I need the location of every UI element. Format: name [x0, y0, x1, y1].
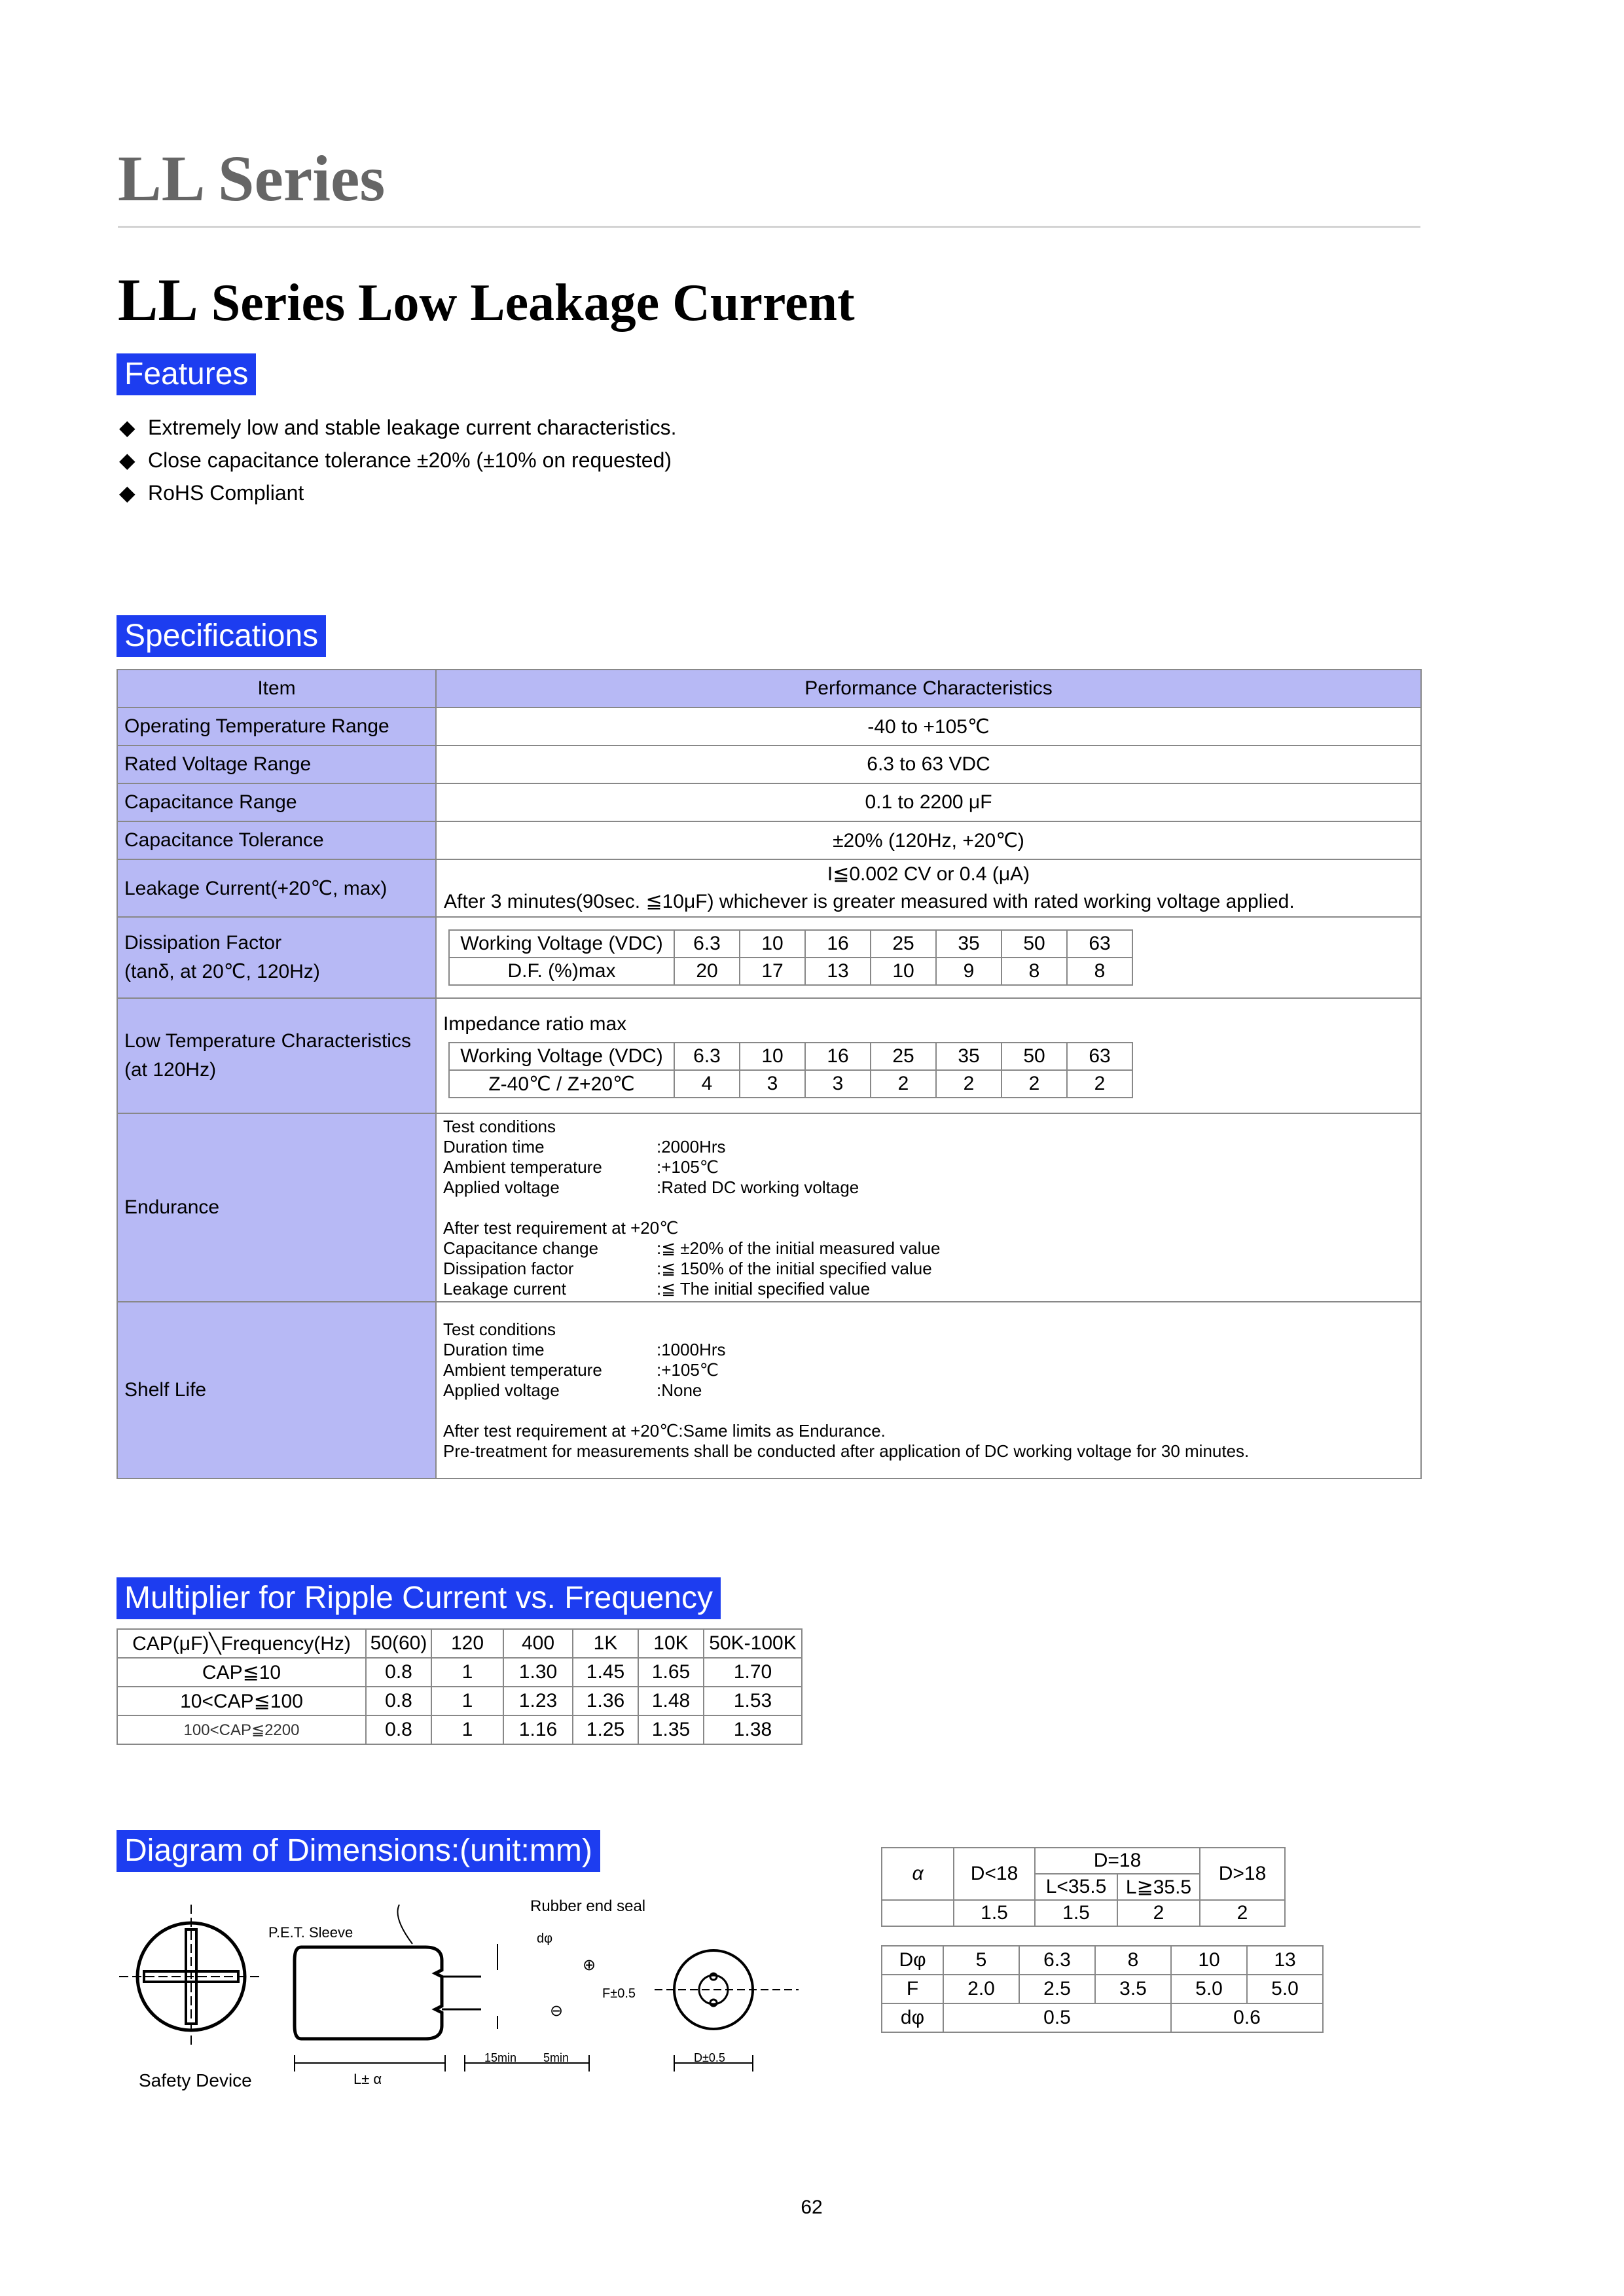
- safety-label: Safety Device: [139, 2070, 252, 2090]
- f-val: 3.5: [1095, 1975, 1171, 2003]
- dimensions-heading: Diagram of Dimensions:(unit:mm): [117, 1830, 600, 1872]
- dphi-val: 10: [1171, 1946, 1247, 1975]
- alpha-dgt18: D>18: [1200, 1848, 1285, 1900]
- dphi-val: 6.3: [1019, 1946, 1095, 1975]
- alpha-val: 2: [1200, 1900, 1285, 1926]
- subtitle-rest: Series Low Leakage Current: [211, 274, 855, 332]
- feature-text: Extremely low and stable leakage current characteristics.: [148, 416, 677, 439]
- lt-voltage: 63: [1067, 1043, 1132, 1070]
- lt-ratio: 2: [1067, 1070, 1132, 1098]
- shelf-val: :None: [657, 1380, 702, 1400]
- df-value: 9: [936, 958, 1001, 985]
- shelf-after: After test requirement at +20℃:Same limits as Endurance.: [443, 1420, 886, 1441]
- min5-label: 5min: [543, 2051, 569, 2064]
- ripple-val: 0.8: [366, 1658, 431, 1687]
- df-voltage: 16: [805, 930, 871, 958]
- feature-text: RoHS Compliant: [148, 481, 304, 505]
- ripple-heading: Multiplier for Ripple Current vs. Frequency: [117, 1577, 721, 1619]
- ripple-val: 1.45: [573, 1658, 638, 1687]
- safety-device-icon: [119, 1905, 263, 2049]
- dphi-val: 13: [1247, 1946, 1323, 1975]
- ripple-table: [117, 1628, 803, 1745]
- df-value: 8: [1001, 958, 1067, 985]
- dphi-label: dφ: [537, 1931, 553, 1946]
- alpha-empty: [882, 1900, 954, 1926]
- alpha-val: 1.5: [1035, 1900, 1117, 1926]
- df-table: [448, 929, 1133, 986]
- alpha-deq18: D=18: [1035, 1848, 1200, 1874]
- spec-label: Endurance: [117, 1113, 436, 1302]
- ripple-val: 1.23: [503, 1687, 573, 1715]
- ripple-val: 1.35: [638, 1715, 704, 1744]
- dsmall-val: 0.6: [1171, 2003, 1323, 2032]
- endurance-val: :≦ 150% of the initial specified value: [657, 1258, 932, 1278]
- endurance-key: Duration time: [443, 1136, 545, 1157]
- df-voltage: 6.3: [674, 930, 740, 958]
- spec-label: [117, 998, 436, 1113]
- f-head: F: [882, 1975, 943, 2003]
- plus-label: ⊕: [583, 1956, 596, 1974]
- ripple-freq: 50K-100K: [704, 1629, 802, 1658]
- spec-label: Shelf Life: [117, 1302, 436, 1479]
- df-value: 10: [871, 958, 936, 985]
- ripple-val: 1.36: [573, 1687, 638, 1715]
- ripple-freq: 1K: [573, 1629, 638, 1658]
- endurance-conditions: [436, 1113, 1421, 1302]
- lt-ratio: 2: [936, 1070, 1001, 1098]
- shelf-key: Duration time: [443, 1339, 545, 1359]
- endurance-val: :2000Hrs: [657, 1136, 726, 1157]
- endurance-tc: Test conditions: [443, 1116, 556, 1136]
- ripple-freq: 400: [503, 1629, 573, 1658]
- features-list: [119, 411, 676, 509]
- spec-value: [436, 917, 1421, 998]
- spec-value: 6.3 to 63 VDC: [436, 745, 1421, 783]
- endurance-val: :≦ The initial specified value: [657, 1278, 871, 1299]
- shelf-val: :1000Hrs: [657, 1339, 726, 1359]
- lt-ratio: 2: [871, 1070, 936, 1098]
- df-label: Dissipation Factor: [124, 932, 282, 954]
- ripple-cap: 100<CAP≦2200: [117, 1715, 366, 1744]
- minus-label: ⊖: [550, 2002, 564, 2020]
- lt-ratio: 4: [674, 1070, 740, 1098]
- alpha-lge: L≧35.5: [1117, 1874, 1200, 1900]
- col-perf-header: Performance Characteristics: [436, 670, 1421, 708]
- lt-voltage: 25: [871, 1043, 936, 1070]
- lt-voltage: 16: [805, 1043, 871, 1070]
- lt-voltage: 50: [1001, 1043, 1067, 1070]
- end-view-icon: [655, 1950, 799, 2072]
- spec-label: Capacitance Range: [117, 783, 436, 821]
- shelf-conditions: [436, 1302, 1421, 1479]
- feature-item: [119, 476, 676, 509]
- lt-voltage-head: Working Voltage (VDC): [449, 1043, 674, 1070]
- df-value: 17: [740, 958, 805, 985]
- alpha-val: 2: [1117, 1900, 1200, 1926]
- ripple-val: 1.16: [503, 1715, 573, 1744]
- f-val: 2.0: [943, 1975, 1019, 2003]
- ripple-val: 1: [431, 1687, 503, 1715]
- lowtemp-table: [448, 1042, 1133, 1098]
- spec-label: Rated Voltage Range: [117, 745, 436, 783]
- spec-label: Leakage Current(+20℃, max): [117, 859, 436, 917]
- spec-value: 0.1 to 2200 μF: [436, 783, 1421, 821]
- d-label: D±0.5: [694, 2051, 725, 2064]
- f-val: 2.5: [1019, 1975, 1095, 2003]
- rubber-label: Rubber end seal: [530, 1898, 646, 1915]
- endurance-key: Ambient temperature: [443, 1157, 602, 1177]
- ripple-val: 1.25: [573, 1715, 638, 1744]
- f-val: 5.0: [1171, 1975, 1247, 2003]
- alpha-table: [881, 1847, 1286, 1927]
- dphi-table: [881, 1945, 1324, 2033]
- ripple-cap: 10<CAP≦100: [117, 1687, 366, 1715]
- ripple-freq: 10K: [638, 1629, 704, 1658]
- feature-item: [119, 411, 676, 444]
- page-title: LL Series: [118, 142, 386, 215]
- dsmall-val: 0.5: [943, 2003, 1171, 2032]
- dphi-val: 5: [943, 1946, 1019, 1975]
- min15-label: 15min: [484, 2051, 517, 2064]
- dphi-head: Dφ: [882, 1946, 943, 1975]
- lt-ratio: 3: [740, 1070, 805, 1098]
- features-heading: Features: [117, 353, 256, 395]
- endurance-key: Leakage current: [443, 1278, 566, 1299]
- dphi-val: 8: [1095, 1946, 1171, 1975]
- endurance-val: :≦ ±20% of the initial measured value: [657, 1238, 941, 1258]
- bullet-icon: ◆: [119, 481, 135, 505]
- spec-label: [117, 917, 436, 998]
- endurance-val: :+105℃: [657, 1157, 719, 1177]
- shelf-key: Applied voltage: [443, 1380, 560, 1400]
- df-value: 13: [805, 958, 871, 985]
- leakage-note: After 3 minutes(90sec. ≦10μF) whichever is greater measured with rated working voltage applied.: [444, 891, 1295, 912]
- l-label: L± α: [353, 2071, 382, 2087]
- df-label-sub: (tanδ, at 20℃, 120Hz): [124, 961, 320, 982]
- shelf-key: Ambient temperature: [443, 1359, 602, 1380]
- alpha-llt: L<35.5: [1035, 1874, 1117, 1900]
- spec-value: [436, 859, 1421, 917]
- endurance-val: :Rated DC working voltage: [657, 1177, 859, 1197]
- spec-value: ±20% (120Hz, +20℃): [436, 821, 1421, 859]
- feature-item: [119, 444, 676, 476]
- ripple-val: 1: [431, 1715, 503, 1744]
- dsmall-head: dφ: [882, 2003, 943, 2032]
- subtitle-prefix: LL: [118, 266, 198, 333]
- f-val: 5.0: [1247, 1975, 1323, 2003]
- df-value: 20: [674, 958, 740, 985]
- leakage-formula: I≦0.002 CV or 0.4 (μA): [827, 863, 1030, 885]
- df-voltage: 35: [936, 930, 1001, 958]
- specifications-heading: Specifications: [117, 615, 326, 657]
- lowtemp-label: Low Temperature Characteristics: [124, 1030, 411, 1052]
- shelf-tc: Test conditions: [443, 1319, 556, 1339]
- ripple-val: 1.70: [704, 1658, 802, 1687]
- df-voltage: 63: [1067, 930, 1132, 958]
- shelf-val: :+105℃: [657, 1359, 719, 1380]
- lt-voltage: 35: [936, 1043, 1001, 1070]
- f-label: F±0.5: [602, 1986, 636, 2001]
- spec-label: Capacitance Tolerance: [117, 821, 436, 859]
- ripple-val: 1.38: [704, 1715, 802, 1744]
- ripple-corner: CAP(μF)╲Frequency(Hz): [117, 1629, 366, 1658]
- endurance-key: Applied voltage: [443, 1177, 560, 1197]
- lowtemp-label-sub: (at 120Hz): [124, 1059, 217, 1081]
- alpha-val: 1.5: [954, 1900, 1035, 1926]
- df-voltage: 10: [740, 930, 805, 958]
- spec-value: [436, 998, 1421, 1113]
- sleeve-label: P.E.T. Sleeve: [268, 1924, 353, 1941]
- title-divider: [118, 226, 1420, 228]
- lt-ratio-head: Z-40℃ / Z+20℃: [449, 1070, 674, 1098]
- spec-label: Operating Temperature Range: [117, 708, 436, 745]
- alpha-dlt18: D<18: [954, 1848, 1035, 1900]
- ripple-val: 1.65: [638, 1658, 704, 1687]
- page-number: 62: [801, 2197, 823, 2218]
- ripple-val: 1.53: [704, 1687, 802, 1715]
- ripple-cap: CAP≦10: [117, 1658, 366, 1687]
- lowtemp-caption: Impedance ratio max: [443, 1013, 627, 1035]
- df-value-head: D.F. (%)max: [449, 958, 674, 985]
- bullet-icon: ◆: [119, 416, 135, 439]
- ripple-val: 1: [431, 1658, 503, 1687]
- endurance-key: Dissipation factor: [443, 1258, 574, 1278]
- spec-value: -40 to +105℃: [436, 708, 1421, 745]
- lt-ratio: 2: [1001, 1070, 1067, 1098]
- lt-ratio: 3: [805, 1070, 871, 1098]
- col-item-header: Item: [117, 670, 436, 708]
- ripple-freq: 120: [431, 1629, 503, 1658]
- ripple-val: 1.30: [503, 1658, 573, 1687]
- df-value: 8: [1067, 958, 1132, 985]
- bullet-icon: ◆: [119, 448, 135, 472]
- specifications-table: [117, 669, 1422, 1479]
- df-voltage-head: Working Voltage (VDC): [449, 930, 674, 958]
- ripple-val: 0.8: [366, 1715, 431, 1744]
- ripple-val: 0.8: [366, 1687, 431, 1715]
- df-voltage: 50: [1001, 930, 1067, 958]
- lt-voltage: 10: [740, 1043, 805, 1070]
- endurance-after: After test requirement at +20℃: [443, 1217, 679, 1238]
- endurance-key: Capacitance change: [443, 1238, 599, 1258]
- dimension-diagram: [118, 1898, 812, 2094]
- df-voltage: 25: [871, 930, 936, 958]
- shelf-pre: Pre-treatment for measurements shall be conducted after application of DC working voltage for 30 minutes.: [443, 1441, 1250, 1461]
- feature-text: Close capacitance tolerance ±20% (±10% on requested): [148, 448, 672, 472]
- ripple-freq: 50(60): [366, 1629, 431, 1658]
- ripple-val: 1.48: [638, 1687, 704, 1715]
- series-subtitle: [118, 265, 855, 334]
- alpha-symbol: α: [882, 1848, 954, 1900]
- lt-voltage: 6.3: [674, 1043, 740, 1070]
